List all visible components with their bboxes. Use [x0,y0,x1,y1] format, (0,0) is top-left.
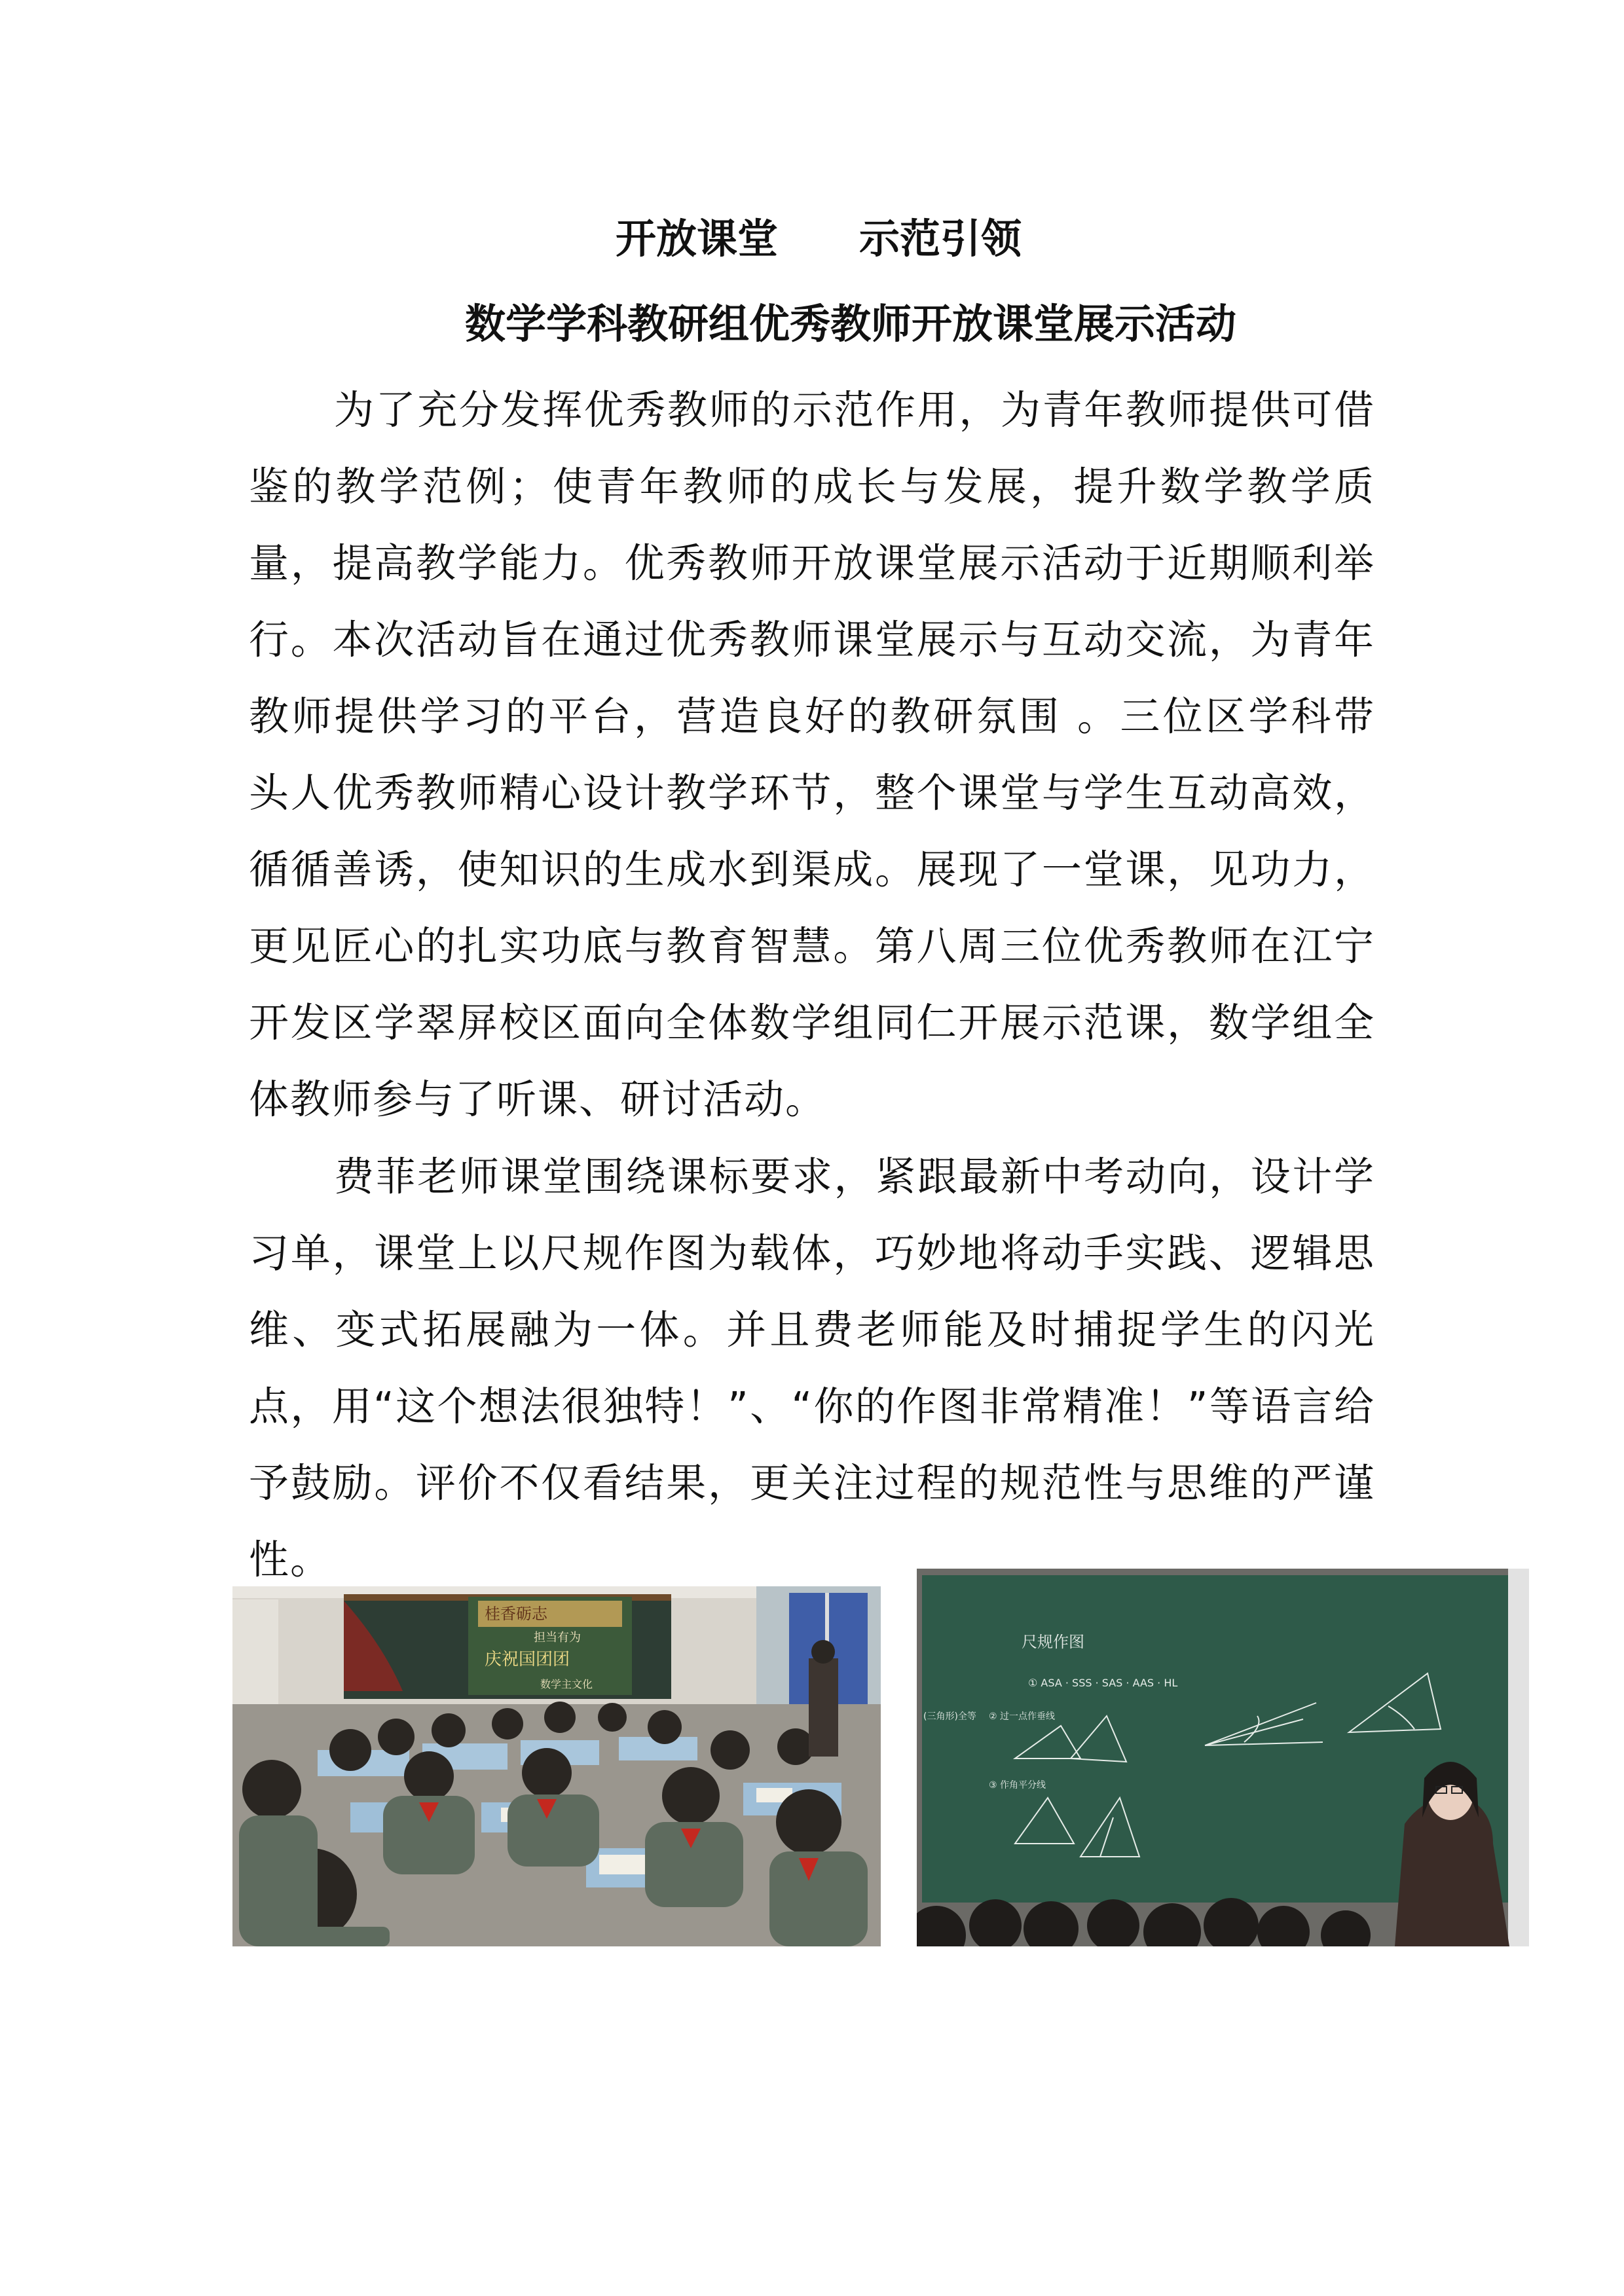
board-title: 尺规作图 [1022,1633,1084,1651]
blackboard-scene [917,1569,1529,1946]
classroom-photo [232,1586,881,1946]
board-line-2: (三角形)全等 [923,1711,976,1722]
board-line-1: ① ASA · SSS · SAS · AAS · HL [1028,1677,1178,1689]
paragraph-intro: 为了充分发挥优秀教师的示范作用，为青年教师提供可借鉴的教学范例；使青年教师的成长与发展，提升数学教学质量，提高教学能力。优秀教师开放课堂展示活动于近期顺利举行。本次活动旨在通过优秀教师课堂展示与互动交流，为青年教师提供学习的平台，营造良好的教研氛围 。三位区学科带头人优秀教师精心设计教学环节，整个课堂与学生互动高效，循循善诱，使知识的生成水到渠成。展现了一堂课，见功力，更见匠心的扎实功底与教育智慧。第八周三位优秀教师在江宁开发区学翠屏校区面向全体数学组同仁开展示范课，数学组全体教师参与了听课、研讨活动。 [249,387,1375,1123]
poster-line-4: 数学主文化 [540,1678,593,1690]
poster-line-3: 庆祝国团团 [485,1650,570,1669]
poster-line-1: 桂香砺志 [485,1605,547,1623]
page-subtitle: 数学学科教研组优秀教师开放课堂展示活动 [465,300,1237,348]
paragraph-teacher-fei: 费菲老师课堂围绕课标要求，紧跟最新中考动向，设计学习单，课堂上以尺规作图为载体，巧妙地将动手实践、逻辑思维、变式拓展融为一体。并且费老师能及时捕捉学生的闪光点，用“这个想法很独特！”、“你的作图非常精准！”等语言给予鼓励。评价不仅看结果，更关注过程的规范性与思维的严谨性。 [249,1154,1375,1583]
classroom-scene [232,1586,881,1946]
poster-line-2: 担当有为 [534,1631,581,1645]
blackboard-photo [917,1569,1529,1946]
board-line-3: ② 过一点作垂线 [989,1711,1056,1722]
page-title: 开放课堂 示范引领 [615,215,1022,263]
board-line-4: ③ 作角平分线 [989,1780,1046,1791]
